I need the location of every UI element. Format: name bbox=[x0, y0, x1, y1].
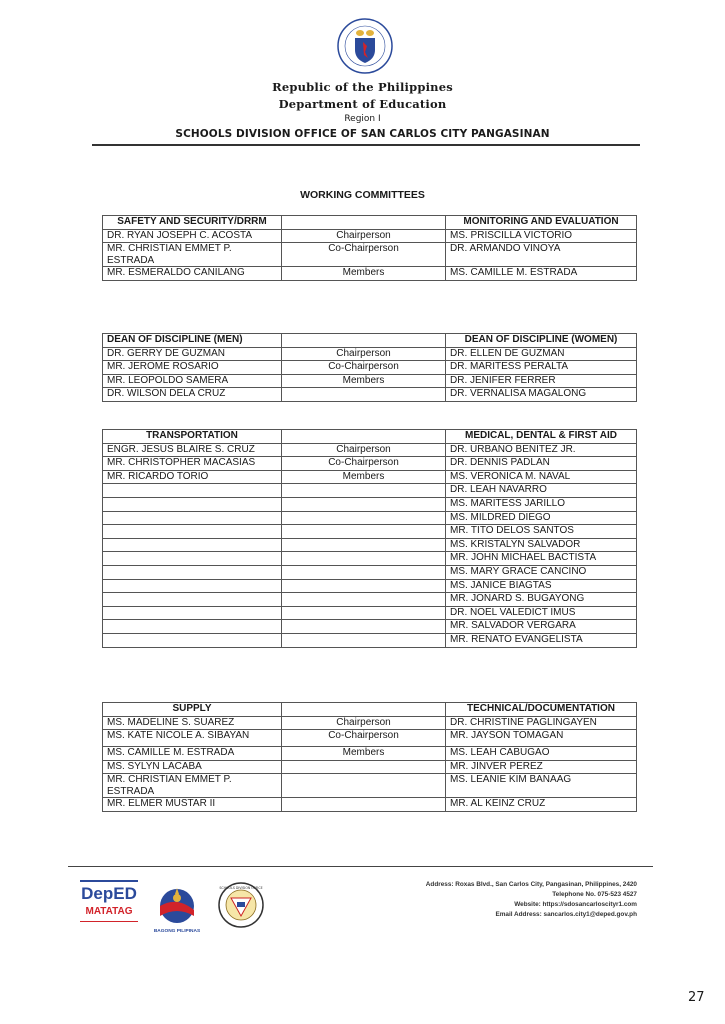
member-name: MS. MARITESS JARILLO bbox=[446, 497, 637, 511]
empty-cell bbox=[103, 620, 282, 634]
member-name: DR. CHRISTINE PAGLINGAYEN bbox=[446, 716, 637, 730]
role-label bbox=[282, 388, 446, 402]
empty-cell bbox=[103, 511, 282, 525]
member-name: MR. ELMER MUSTAR II bbox=[103, 798, 282, 812]
empty-cell bbox=[282, 620, 446, 634]
committee-title: MONITORING AND EVALUATION bbox=[446, 216, 637, 230]
table-row bbox=[103, 633, 637, 647]
table-row bbox=[103, 552, 637, 566]
member-name: MS. SYLYN LACABA bbox=[103, 760, 282, 774]
member-name: MS. LEANIE KIM BANAAG bbox=[446, 774, 637, 798]
role-label: Chairperson bbox=[282, 716, 446, 730]
empty-cell bbox=[282, 334, 446, 348]
role-label: Chairperson bbox=[282, 443, 446, 457]
member-name: DR. WILSON DELA CRUZ bbox=[103, 388, 282, 402]
empty-cell bbox=[282, 538, 446, 552]
footer-website[interactable]: Website: https://sdosancarloscityr1.com bbox=[514, 901, 637, 908]
member-name: DR. GERRY DE GUZMAN bbox=[103, 347, 282, 361]
table-row bbox=[103, 798, 637, 812]
table-row bbox=[103, 593, 637, 607]
footer-email[interactable]: Email Address: sancarlos.city1@deped.gov.ph bbox=[495, 911, 637, 918]
table-row bbox=[103, 361, 637, 375]
role-label: Members bbox=[282, 747, 446, 761]
table-row bbox=[103, 374, 637, 388]
member-name: DR. JENIFER FERRER bbox=[446, 374, 637, 388]
table-row bbox=[103, 716, 637, 730]
committee-title: DEAN OF DISCIPLINE (MEN) bbox=[103, 334, 282, 348]
table-row bbox=[103, 760, 637, 774]
deped-seal-icon bbox=[337, 18, 393, 74]
empty-cell bbox=[282, 525, 446, 539]
table-row bbox=[103, 470, 637, 484]
table-row bbox=[103, 606, 637, 620]
empty-cell bbox=[103, 579, 282, 593]
member-name: ENGR. JESUS BLAIRE S. CRUZ bbox=[103, 443, 282, 457]
member-name: MR. CHRISTIAN EMMET P. ESTRADA bbox=[103, 774, 282, 798]
role-label bbox=[282, 760, 446, 774]
member-name: MS. CAMILLE M. ESTRADA bbox=[446, 267, 637, 281]
empty-cell bbox=[103, 606, 282, 620]
page-number: 27 bbox=[688, 990, 705, 1005]
committee-table-supply-technical bbox=[102, 702, 637, 812]
empty-cell bbox=[282, 579, 446, 593]
committee-table-transportation-medical bbox=[102, 429, 637, 648]
table-row bbox=[103, 730, 637, 747]
empty-cell bbox=[282, 497, 446, 511]
empty-cell bbox=[282, 216, 446, 230]
committee-title: TRANSPORTATION bbox=[103, 430, 282, 444]
member-name: MS. JANICE BIAGTAS bbox=[446, 579, 637, 593]
table-row bbox=[103, 443, 637, 457]
sdo-san-carlos-seal bbox=[218, 882, 264, 928]
matatag-wordmark: MATATAG bbox=[85, 906, 133, 917]
empty-cell bbox=[103, 538, 282, 552]
committee-title: TECHNICAL/DOCUMENTATION bbox=[446, 703, 637, 717]
footer-divider bbox=[68, 866, 653, 867]
table-row bbox=[103, 538, 637, 552]
header-divider bbox=[92, 144, 640, 146]
role-label: Chairperson bbox=[282, 229, 446, 243]
deped-wordmark: DepED bbox=[81, 884, 137, 903]
member-name: MS. CAMILLE M. ESTRADA bbox=[103, 747, 282, 761]
footer-telephone: Telephone No. 075-523 4527 bbox=[552, 891, 637, 898]
table-header-row bbox=[103, 334, 637, 348]
role-label: Members bbox=[282, 374, 446, 388]
table-row bbox=[103, 565, 637, 579]
committee-title: SUPPLY bbox=[103, 703, 282, 717]
empty-cell bbox=[282, 552, 446, 566]
member-name: MS. KATE NICOLE A. SIBAYAN bbox=[103, 730, 282, 747]
member-name: MR. JINVER PEREZ bbox=[446, 760, 637, 774]
header-office: SCHOOLS DIVISION OFFICE OF SAN CARLOS CITY PANGASINAN bbox=[175, 128, 550, 140]
member-name: MR. RENATO EVANGELISTA bbox=[446, 633, 637, 647]
role-label bbox=[282, 798, 446, 812]
header-republic: Republic of the Philippines bbox=[272, 80, 453, 94]
member-name: MR. ESMERALDO CANILANG bbox=[103, 267, 282, 281]
member-name: DR. DENNIS PADLAN bbox=[446, 457, 637, 471]
table-row bbox=[103, 525, 637, 539]
member-name: MR. JOHN MICHAEL BACTISTA bbox=[446, 552, 637, 566]
table-row bbox=[103, 267, 637, 281]
member-name: DR. RYAN JOSEPH C. ACOSTA bbox=[103, 229, 282, 243]
table-row bbox=[103, 243, 637, 267]
member-name: MS. KRISTALYN SALVADOR bbox=[446, 538, 637, 552]
role-label: Co-Chairperson bbox=[282, 361, 446, 375]
member-name: MS. LEAH CABUGAO bbox=[446, 747, 637, 761]
committee-title: DEAN OF DISCIPLINE (WOMEN) bbox=[446, 334, 637, 348]
member-name: MR. TITO DELOS SANTOS bbox=[446, 525, 637, 539]
table-row bbox=[103, 511, 637, 525]
deped-matatag-logo bbox=[80, 880, 138, 936]
member-name: DR. ELLEN DE GUZMAN bbox=[446, 347, 637, 361]
committee-title: SAFETY AND SECURITY/DRRM bbox=[103, 216, 282, 230]
role-label bbox=[282, 774, 446, 798]
member-name: DR. LEAH NAVARRO bbox=[446, 484, 637, 498]
member-name: MS. MARY GRACE CANCINO bbox=[446, 565, 637, 579]
member-name: MR. AL KEINZ CRUZ bbox=[446, 798, 637, 812]
empty-cell bbox=[103, 484, 282, 498]
header-region: Region I bbox=[344, 114, 381, 124]
empty-cell bbox=[282, 593, 446, 607]
role-label: Co-Chairperson bbox=[282, 243, 446, 267]
empty-cell bbox=[282, 565, 446, 579]
table-row bbox=[103, 579, 637, 593]
table-row bbox=[103, 497, 637, 511]
bagong-pilipinas-logo bbox=[150, 884, 204, 938]
role-label: Chairperson bbox=[282, 347, 446, 361]
member-name: MR. JAYSON TOMAGAN bbox=[446, 730, 637, 747]
table-header-row bbox=[103, 216, 637, 230]
empty-cell bbox=[103, 525, 282, 539]
member-name: MR. JONARD S. BUGAYONG bbox=[446, 593, 637, 607]
table-row bbox=[103, 229, 637, 243]
empty-cell bbox=[103, 552, 282, 566]
footer-address: Address: Roxas Blvd., San Carlos City, Pangasinan, Philippines, 2420 bbox=[425, 881, 637, 888]
table-row bbox=[103, 620, 637, 634]
sdo-seal-text: SCHOOLS DIVISION OFFICE bbox=[219, 886, 263, 890]
bagong-pilipinas-text: BAGONG PILIPINAS bbox=[153, 929, 201, 934]
role-label: Co-Chairperson bbox=[282, 457, 446, 471]
role-label: Members bbox=[282, 267, 446, 281]
member-name: DR. VERNALISA MAGALONG bbox=[446, 388, 637, 402]
empty-cell bbox=[282, 511, 446, 525]
empty-cell bbox=[103, 565, 282, 579]
table-header-row bbox=[103, 430, 637, 444]
header-department: Department of Education bbox=[278, 97, 447, 111]
empty-cell bbox=[282, 633, 446, 647]
empty-cell bbox=[282, 703, 446, 717]
member-name: MR. CHRISTOPHER MACASIAS bbox=[103, 457, 282, 471]
member-name: MS. MADELINE S. SUAREZ bbox=[103, 716, 282, 730]
member-name: MR. RICARDO TORIO bbox=[103, 470, 282, 484]
bagong-pilipinas-icon bbox=[156, 884, 198, 924]
table-row bbox=[103, 484, 637, 498]
committee-table-safety-monitoring bbox=[102, 215, 637, 281]
committee-title: MEDICAL, DENTAL & FIRST AID bbox=[446, 430, 637, 444]
member-name: DR. NOEL VALEDICT IMUS bbox=[446, 606, 637, 620]
empty-cell bbox=[282, 484, 446, 498]
member-name: MR. LEOPOLDO SAMERA bbox=[103, 374, 282, 388]
member-name: MR. SALVADOR VERGARA bbox=[446, 620, 637, 634]
table-row bbox=[103, 747, 637, 761]
table-row bbox=[103, 774, 637, 798]
empty-cell bbox=[103, 633, 282, 647]
member-name: DR. MARITESS PERALTA bbox=[446, 361, 637, 375]
member-name: DR. ARMANDO VINOYA bbox=[446, 243, 637, 267]
empty-cell bbox=[282, 606, 446, 620]
table-header-row bbox=[103, 703, 637, 717]
table-row bbox=[103, 347, 637, 361]
document-title: WORKING COMMITTEES bbox=[300, 189, 425, 201]
member-name: MS. MILDRED DIEGO bbox=[446, 511, 637, 525]
member-name: MR. JEROME ROSARIO bbox=[103, 361, 282, 375]
table-row bbox=[103, 388, 637, 402]
table-row bbox=[103, 457, 637, 471]
role-label: Members bbox=[282, 470, 446, 484]
empty-cell bbox=[103, 593, 282, 607]
role-label: Co-Chairperson bbox=[282, 730, 446, 747]
member-name: MS. VERONICA M. NAVAL bbox=[446, 470, 637, 484]
footer-contact bbox=[426, 880, 637, 920]
empty-cell bbox=[282, 430, 446, 444]
member-name: DR. URBANO BENITEZ JR. bbox=[446, 443, 637, 457]
empty-cell bbox=[103, 497, 282, 511]
member-name: MR. CHRISTIAN EMMET P. ESTRADA bbox=[103, 243, 282, 267]
member-name: MS. PRISCILLA VICTORIO bbox=[446, 229, 637, 243]
committee-table-dean-of-discipline bbox=[102, 333, 637, 402]
